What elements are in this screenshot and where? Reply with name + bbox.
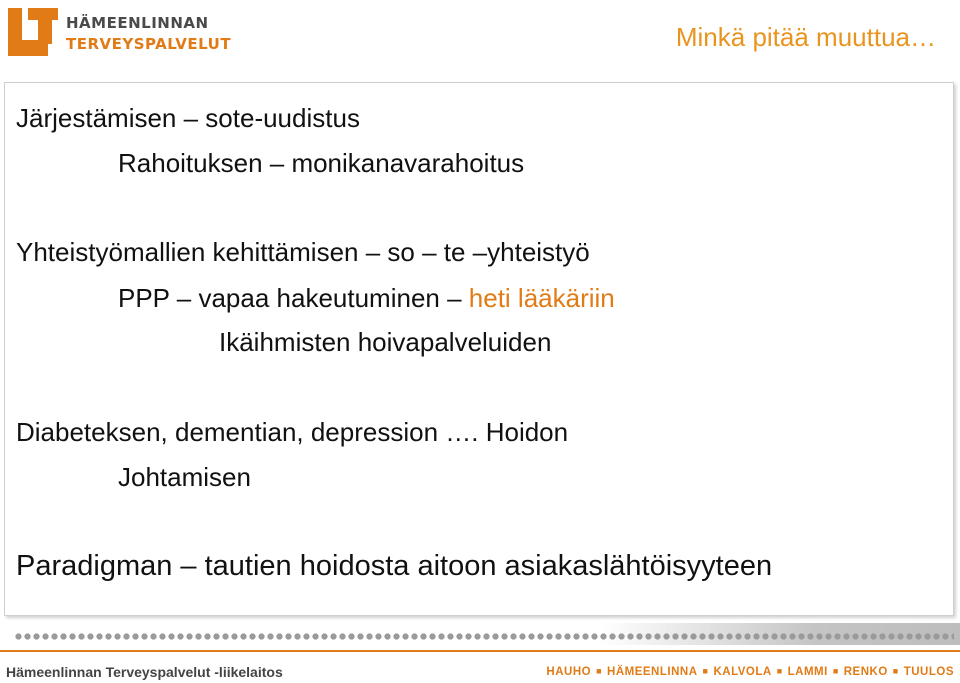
- bullet-line-4: [118, 285, 615, 311]
- bullet-text: Järjestämisen – sote-uudistus: [16, 103, 360, 133]
- content-box: [4, 82, 954, 616]
- separator-square-icon: ■: [892, 666, 899, 676]
- logo-text-line2: TERVEYSPALVELUT: [66, 35, 232, 53]
- footer-divider: [0, 650, 960, 652]
- separator-square-icon: ■: [832, 666, 839, 676]
- footer-organization: Hämeenlinnan Terveyspalvelut -liikelaitos: [6, 664, 283, 680]
- bullet-text: PPP – vapaa hakeutuminen –: [118, 283, 469, 313]
- separator-square-icon: ■: [596, 666, 603, 676]
- footer-place: HAUHO: [546, 666, 592, 678]
- bullet-line-8: [16, 552, 772, 581]
- footer-place: LAMMI: [787, 666, 828, 678]
- bullet-text: Ikäihmisten hoivapalveluiden: [219, 327, 552, 357]
- bullet-text: Johtamisen: [118, 462, 251, 492]
- footer-places: [546, 666, 954, 678]
- footer-place: HÄMEENLINNA: [607, 666, 698, 678]
- logo-mark-icon: [6, 4, 62, 62]
- footer-place: KALVOLA: [713, 666, 772, 678]
- separator-square-icon: ■: [776, 666, 783, 676]
- logo-text-line1: HÄMEENLINNAN: [66, 14, 209, 32]
- footer-dot-bar: [14, 633, 954, 640]
- bullet-text: Rahoituksen – monikanavarahoitus: [118, 148, 525, 178]
- bullet-line-7: [118, 464, 251, 490]
- bullet-line-3: [16, 239, 590, 265]
- bullet-line-6: [16, 419, 568, 445]
- footer-place: TUULOS: [903, 666, 954, 678]
- highlight-text: heti lääkäriin: [468, 283, 615, 313]
- footer-place: RENKO: [843, 666, 888, 678]
- bullet-line-2: [118, 150, 524, 176]
- bullet-text: Diabeteksen, dementian, depression …. Hoidon: [16, 417, 569, 447]
- separator-square-icon: ■: [702, 666, 709, 676]
- bullet-text: Yhteistyömallien kehittämisen – so – te –yhteistyö: [16, 237, 590, 267]
- bullet-text: Paradigman – tautien hoidosta aitoon asiakaslähtöisyyteen: [16, 550, 773, 582]
- company-logo: [6, 4, 246, 64]
- bullet-line-5: [219, 329, 551, 355]
- bullet-line-1: [16, 105, 360, 131]
- slide-title: Minkä pitää muuttua…: [675, 22, 936, 52]
